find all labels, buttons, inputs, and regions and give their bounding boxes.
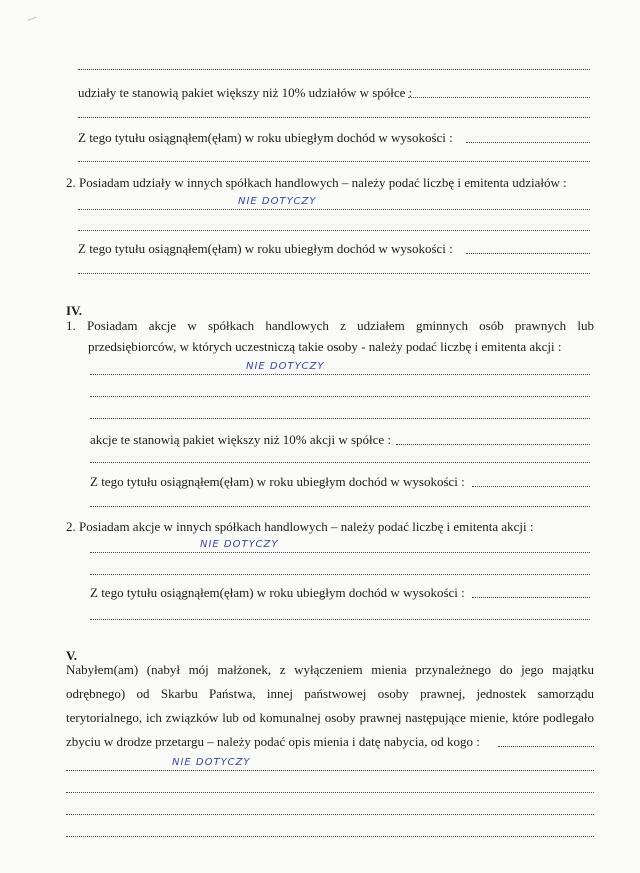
answer-line	[78, 117, 590, 118]
income-label: Z tego tytułu osiągnąłem(ęłam) w roku ubiegłym dochód w wysokości :	[90, 585, 465, 600]
question-label: 2. Posiadam akcje w innych spółkach handlowych – należy podać liczbę i emitenta akcji :	[66, 519, 534, 534]
answer-line	[78, 230, 590, 231]
share-label: akcje te stanowią pakiet większy niż 10% akcji w spółce :	[90, 432, 392, 447]
income-label: Z tego tytułu osiągnąłem(ęłam) w roku ubiegłym dochód w wysokości :	[78, 130, 453, 145]
answer-line	[66, 770, 594, 771]
income-label: Z tego tytułu osiągnąłem(ęłam) w roku ubiegłym dochód w wysokości :	[78, 241, 453, 256]
answer-line	[90, 418, 590, 419]
handwritten-answer: NIE DOTYCZY	[172, 757, 251, 768]
section-heading: IV.	[66, 303, 83, 318]
answer-line	[90, 462, 590, 463]
answer-line	[466, 142, 590, 143]
answer-line	[66, 814, 594, 815]
answer-line	[498, 746, 594, 747]
answer-line	[466, 253, 590, 254]
paragraph-line: Nabyłem(am) (nabył mój małżonek, z wyłączeniem mienia przynależnego do jego majątku	[66, 662, 594, 677]
answer-line	[90, 574, 590, 575]
handwritten-answer: NIE DOTYCZY	[238, 196, 317, 207]
answer-line	[472, 597, 590, 598]
answer-line	[78, 273, 590, 274]
answer-line	[66, 792, 594, 793]
answer-line	[66, 836, 594, 837]
answer-line	[472, 486, 590, 487]
answer-line	[78, 161, 590, 162]
answer-line	[78, 209, 590, 210]
answer-line	[90, 619, 590, 620]
answer-line	[90, 396, 590, 397]
section-heading: V.	[66, 648, 77, 663]
paragraph-line: odrębnego) od Skarbu Państwa, innej państwowej osoby prawnej, jednostek samorządu	[66, 686, 594, 701]
answer-line	[78, 69, 590, 70]
answer-line	[90, 374, 590, 375]
answer-line	[396, 444, 590, 445]
handwritten-answer: NIE DOTYCZY	[200, 539, 279, 550]
answer-line	[90, 552, 590, 553]
income-label: Z tego tytułu osiągnąłem(ęłam) w roku ubiegłym dochód w wysokości :	[90, 474, 465, 489]
handwritten-answer: NIE DOTYCZY	[246, 361, 325, 372]
question-label: przedsiębiorców, w których uczestniczą takie osoby - należy podać liczbę i emitenta akcji :	[88, 339, 562, 354]
paragraph-line: zbyciu w drodze przetargu – należy podać opis mienia i datę nabycia, od kogo :	[66, 734, 480, 749]
question-label: 2. Posiadam udziały w innych spółkach handlowych – należy podać liczbę i emitenta udziałów :	[66, 175, 567, 190]
answer-line	[90, 506, 590, 507]
scan-mark	[27, 17, 39, 27]
question-label: 1. Posiadam akcje w spółkach handlowych z udziałem gminnych osób prawnych lub	[66, 318, 594, 333]
paragraph-line: terytorialnego, ich związków lub od komunalnej osoby prawnej następujące mienie, które podlegało	[66, 710, 594, 725]
answer-line	[408, 97, 590, 98]
share-label: udziały te stanowią pakiet większy niż 10% udziałów w spółce :	[78, 85, 413, 100]
